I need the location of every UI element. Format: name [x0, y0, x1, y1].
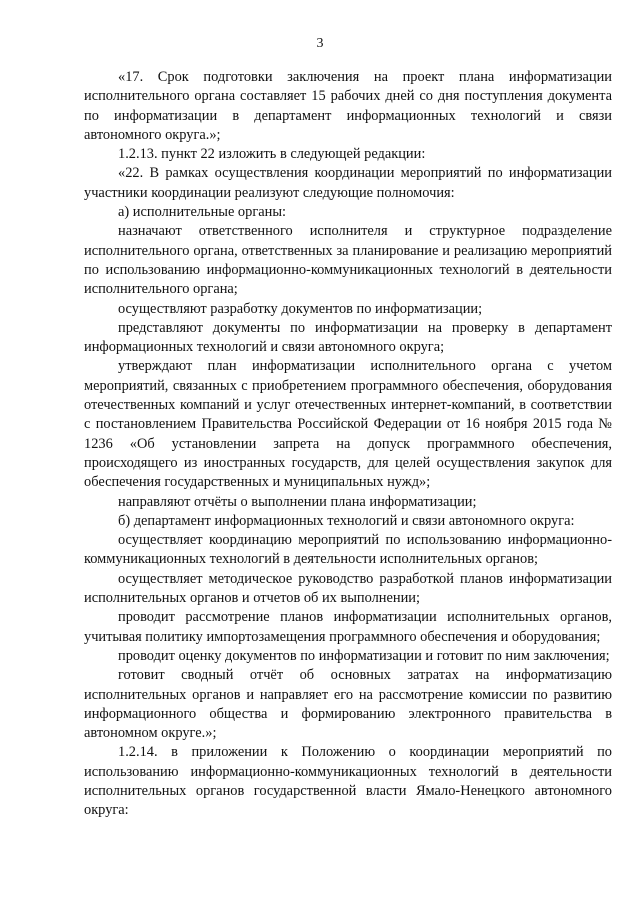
- paragraph: направляют отчёты о выполнении плана информатизации;: [118, 493, 477, 510]
- paragraph-1-2-14: 1.2.14. в приложении к Положению о координации мероприятий по использованию информационно-коммуникационных технологий в деятельности исполнительных органов государственной власти Ямало-Ненецкого автономного округа:: [84, 744, 612, 819]
- paragraph: утверждают план информатизации исполнительного органа с учетом мероприятий, связанных с приобретением программного обеспечения, оборудования отечественных компаний и услуг отечественных интернет-компаний, в соответствии с постановлением Правительства Российской Федерации от 16 ноября 2015 года № 1236 «Об установлении запрета на допуск программного обеспечения, происходящего из иностранных государств, для целей осуществления закупок для обеспечения государственных и муниципальных нужд»;: [84, 358, 612, 491]
- paragraph-1-2-13: 1.2.13. пункт 22 изложить в следующей редакции:: [118, 146, 426, 163]
- paragraph: осуществляет координацию мероприятий по использованию информационно-коммуникационных технологий в деятельности исполнительных органов;: [84, 532, 612, 568]
- page-number: 3: [316, 36, 324, 51]
- paragraph-clause-17: «17. Срок подготовки заключения на проект плана информатизации исполнительного органа составляет 15 рабочих дней со дня поступления документа по информатизации в департамент информационных технологий и связи автономного округа.»;: [84, 69, 612, 143]
- paragraph-item-a: а) исполнительные органы:: [118, 204, 286, 221]
- paragraph: осуществляют разработку документов по информатизации;: [118, 300, 483, 317]
- paragraph-item-b: б) департамент информационных технологий и связи автономного округа:: [118, 512, 575, 529]
- paragraph: проводит рассмотрение планов информатизации исполнительных органов, учитывая политику импортозамещения программного обеспечения и оборудования;: [84, 609, 612, 645]
- document-body: [84, 68, 612, 821]
- paragraph: представляют документы по информатизации на проверку в департамент информационных технологий и связи автономного округа;: [84, 319, 612, 356]
- paragraph: назначают ответственного исполнителя и структурное подразделение исполнительного органа, ответственных за планирование и реализацию мероприятий по использованию информационно-коммуникационных технологий в деятельности исполнительного органа;: [84, 223, 612, 298]
- paragraph-clause-22: «22. В рамках осуществления координации мероприятий по информатизации участники координации реализуют следующие полномочия:: [84, 165, 612, 201]
- paragraph: проводит оценку документов по информатизации и готовит по ним заключения;: [118, 647, 610, 664]
- paragraph: готовит сводный отчёт об основных затратах на информатизацию исполнительных органов и направляет его на рассмотрение комиссии по развитию информационного общества и формированию электронного правительства в автономном округе.»;: [84, 667, 612, 742]
- paragraph: осуществляет методическое руководство разработкой планов информатизации исполнительных органов и отчетов об их выполнении;: [84, 570, 612, 607]
